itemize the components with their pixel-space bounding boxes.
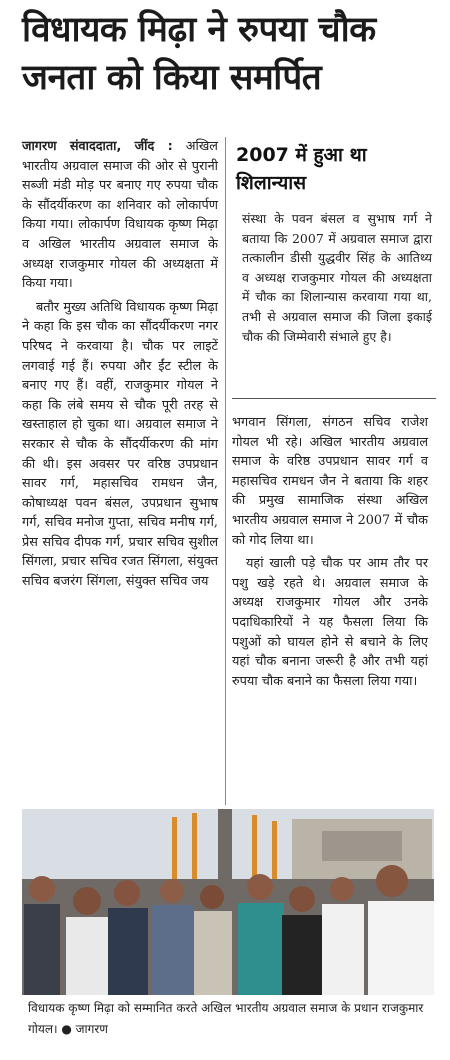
article-paragraph-4: यहां खाली पड़े चौक पर आम तौर पर पशु खड़े रहते थे। अग्रवाल समाज के अध्यक्ष राजकुमार गोयल और उनके पदाधिकारियों ने यह फैसला लिया कि पशुओं को घायल होने से बचाने के लिए यहां चौक बनाना जरूरी है और तभी यहां रुपया चौक बनाने का फैसला लिया गया। bbox=[232, 556, 428, 689]
headline bbox=[22, 6, 442, 102]
sidebar-subheading bbox=[236, 141, 436, 197]
column-divider bbox=[225, 137, 226, 805]
sidebar-box bbox=[232, 137, 436, 399]
article-paragraph-3: भगवान सिंगला, संगठन सचिव राजेश गोयल भी रहे। अखिल भारतीय अग्रवाल समाज के वरिष्ठ उपप्रधान सावर गर्ग व महासचिव रामधन जैन ने बताया कि शहर की प्रमुख सामाजिक संस्था अखिल भारतीय अग्रवाल समाज ने 2007 में चौक को गोद लिया था। bbox=[232, 415, 428, 548]
dateline: जागरण संवाददाता, जींद : bbox=[22, 139, 173, 154]
news-photo bbox=[22, 809, 434, 995]
news-photo-image bbox=[22, 809, 434, 995]
article-column-left bbox=[22, 137, 218, 596]
sidebar-body: संस्था के पवन बंसल व सुभाष गर्ग ने बताया कि 2007 में अग्रवाल समाज द्वारा तत्कालीन डीसी युद्धवीर सिंह के आतिथ्य व अध्यक्ष राजकुमार गोयल की अध्यक्षता में चौक का शिलान्यास करवाया गया था, तभी से अग्रवाल समाज की जिला इकाई चौक की जिम्मेवारी संभाले हुए है। bbox=[242, 211, 432, 344]
headline-line-2: जनता को किया समर्पित bbox=[22, 58, 322, 98]
article-column-right bbox=[232, 413, 428, 695]
photo-caption bbox=[28, 998, 436, 1040]
photo-credit: ● जागरण bbox=[61, 1022, 108, 1036]
article-paragraph-2: बतौर मुख्य अतिथि विधायक कृष्ण मिढ़ा ने कहा कि इस चौक का सौंदर्यीकरण नगर परिषद ने करवाया है। चौक पर लाइटें लगवाई गई हैं। रुपया और ईंट स्टील के बनाए गए हैं। वहीं, राजकुमार गोयल ने कहा कि लंबे समय से चौक पूरी तरह से खस्ताहाल हो चुका था। अग्रवाल समाज ने सरकार से चौक के सौंदर्यीकरण की मांग की थी। इस अवसर पर वरिष्ठ उपप्रधान सावर गर्ग, महासचिव रामधन जैन, कोषाध्यक्ष पवन बंसल, उपप्रधान सुभाष गर्ग, सचिव मनोज गुप्ता, सचिव मनीष गर्ग, प्रेस सचिव दीपक गर्ग, प्रचार सचिव सुशील सिंगला, प्रचार सचिव रजत सिंगला, संयुक्त सचिव बजरंग सिंगला, संयुक्त सचिव जय bbox=[22, 299, 218, 590]
sidebar-subheading-line-2: शिलान्यास bbox=[236, 172, 307, 194]
photo-caption-text: विधायक कृष्ण मिढ़ा को सम्मानित करते अखिल भारतीय अग्रवाल समाज के प्रधान राजकुमार गोयल। bbox=[28, 1001, 424, 1036]
article-paragraph-1 bbox=[22, 137, 218, 294]
headline-line-1: विधायक मिढ़ा ने रुपया चौक bbox=[22, 10, 376, 50]
article-paragraph-1-text: अखिल भारतीय अग्रवाल समाज की ओर से पुरानी सब्जी मंडी मोड़ पर बनाए गए रुपया चौक के सौंदर्यीकरण का शनिवार को लोकार्पण किया गया। लोकार्पण विधायक कृष्ण मिढ़ा व अखिल भारतीय अग्रवाल समाज के अध्यक्ष राजकुमार गोयल की अध्यक्षता में किया गया। bbox=[22, 139, 218, 292]
sidebar-subheading-line-1: 2007 में हुआ था bbox=[236, 144, 367, 166]
